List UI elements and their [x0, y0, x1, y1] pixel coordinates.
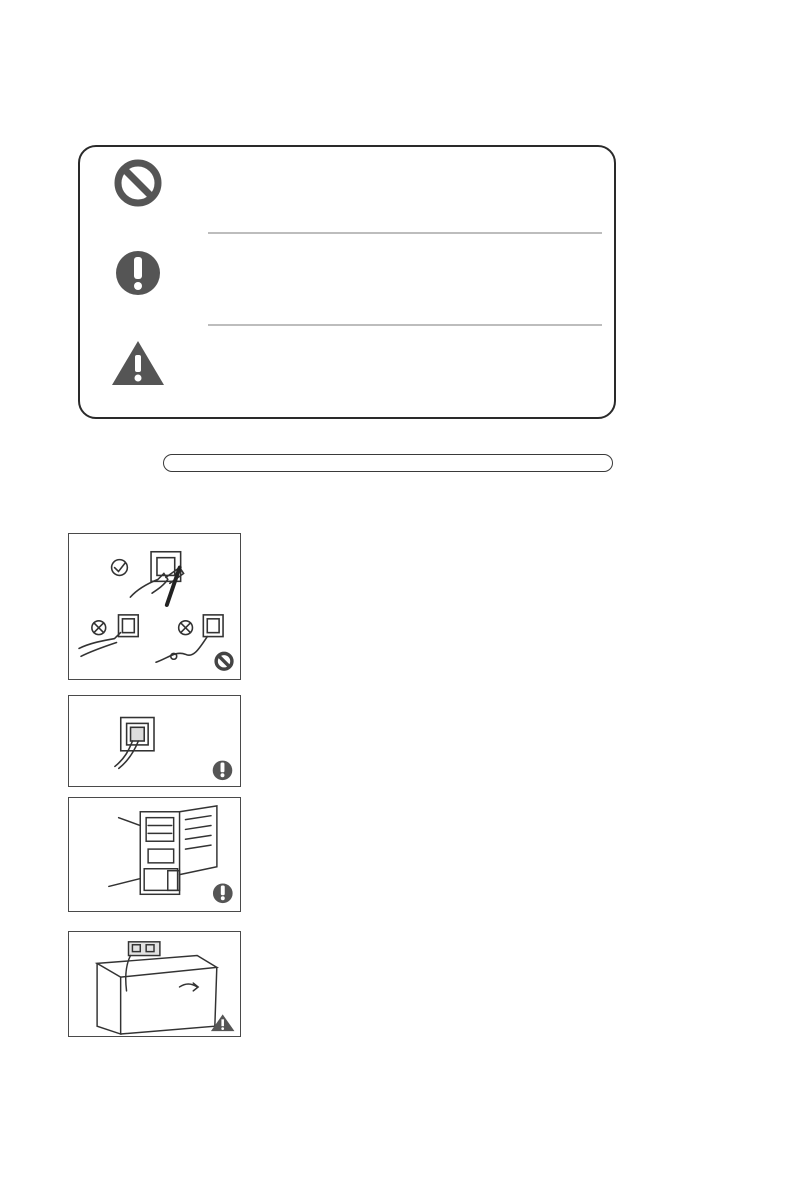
wall-socket-illustration: [68, 695, 241, 787]
mandatory-action-icon: [213, 883, 233, 903]
legend-divider: [208, 232, 602, 234]
prohibition-icon: [216, 653, 232, 669]
legend-divider: [208, 324, 602, 326]
mandatory-action-icon: [213, 761, 233, 781]
mandatory-action-icon: [110, 245, 166, 301]
notice-heading-bar: [163, 454, 613, 472]
symbol-legend-box: [78, 145, 616, 419]
plug-removal-illustration: [68, 533, 241, 680]
prohibition-icon: [110, 157, 166, 213]
object-on-top-illustration: [68, 931, 241, 1037]
open-door-interior-illustration: [68, 797, 241, 912]
warning-triangle-icon: [110, 335, 166, 391]
